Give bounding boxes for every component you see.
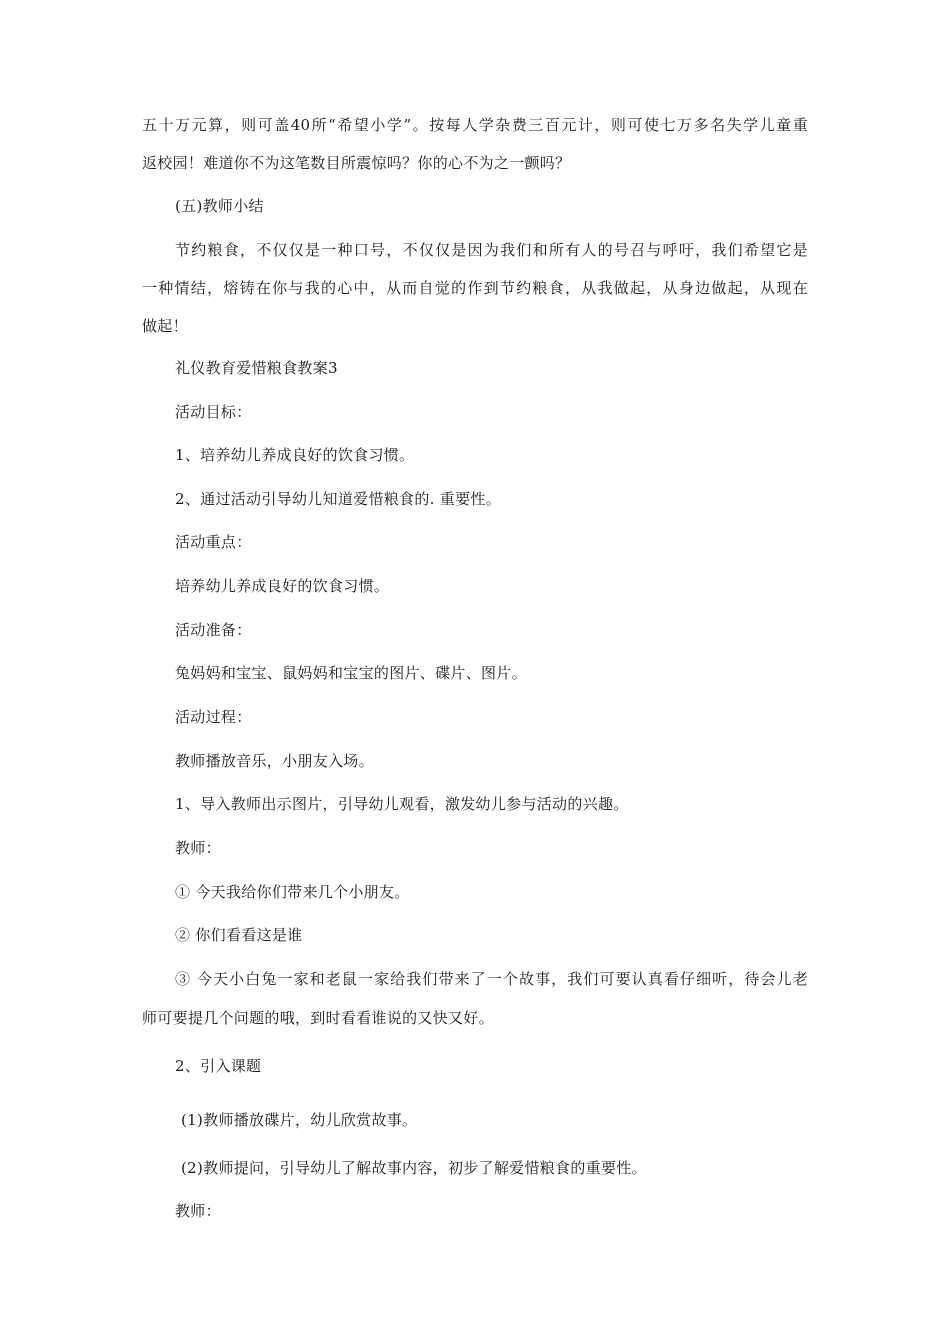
list-item: ② 你们看看这是谁 — [175, 926, 303, 944]
label-teacher: 教师： — [175, 1202, 221, 1220]
section-heading: (五)教师小结 — [175, 197, 264, 215]
paragraph-line: 节约粮食，不仅仅是一种口号，不仅仅是因为我们和所有人的号召与呼吁，我们希望它是 — [175, 241, 808, 259]
paragraph-line: 教师播放音乐，小朋友入场。 — [175, 752, 374, 770]
label-activity-goals: 活动目标： — [175, 403, 252, 421]
list-item: (1)教师播放碟片，幼儿欣赏故事。 — [181, 1111, 418, 1129]
list-item: (2)教师提问，引导幼儿了解故事内容，初步了解爱惜粮食的重要性。 — [181, 1159, 647, 1177]
paragraph-line: 返校园！难道你不为这笔数目所震惊吗？你的心不为之一颤吗？ — [142, 154, 571, 172]
section-title: 礼仪教育爱惜粮食教案3 — [175, 359, 338, 377]
list-item: 1、导入教师出示图片，引导幼儿观看，激发幼儿参与活动的兴趣。 — [175, 795, 629, 813]
label-activity-focus: 活动重点： — [175, 533, 252, 551]
paragraph-line: 培养幼儿养成良好的饮食习惯。 — [175, 577, 390, 595]
paragraph-line: 做起！ — [142, 317, 188, 335]
list-item: 2、引入课题 — [175, 1057, 262, 1075]
paragraph-line: 兔妈妈和宝宝、鼠妈妈和宝宝的图片、碟片、图片。 — [175, 664, 527, 682]
list-item: ③ 今天小白兔一家和老鼠一家给我们带来了一个故事，我们可要认真看仔细听，待会儿老 — [175, 970, 808, 988]
label-activity-prep: 活动准备： — [175, 621, 252, 639]
list-item: 1、培养幼儿养成良好的饮食习惯。 — [175, 446, 415, 464]
paragraph-line: 一种情结，熔铸在你与我的心中，从而自觉的作到节约粮食，从我做起，从身边做起，从现在 — [142, 279, 808, 297]
paragraph-line: 师可要提几个问题的哦，到时看看谁说的又快又好。 — [142, 1009, 494, 1027]
list-item: 2、通过活动引导幼儿知道爱惜粮食的. 重要性。 — [175, 490, 501, 508]
label-activity-process: 活动过程： — [175, 708, 252, 726]
paragraph-line: 五十万元算，则可盖40所“希望小学”。按每人学杂费三百元计，则可使七万多名失学儿童重 — [142, 116, 808, 134]
label-teacher: 教师： — [175, 839, 221, 857]
list-item: ① 今天我给你们带来几个小朋友。 — [175, 883, 410, 901]
